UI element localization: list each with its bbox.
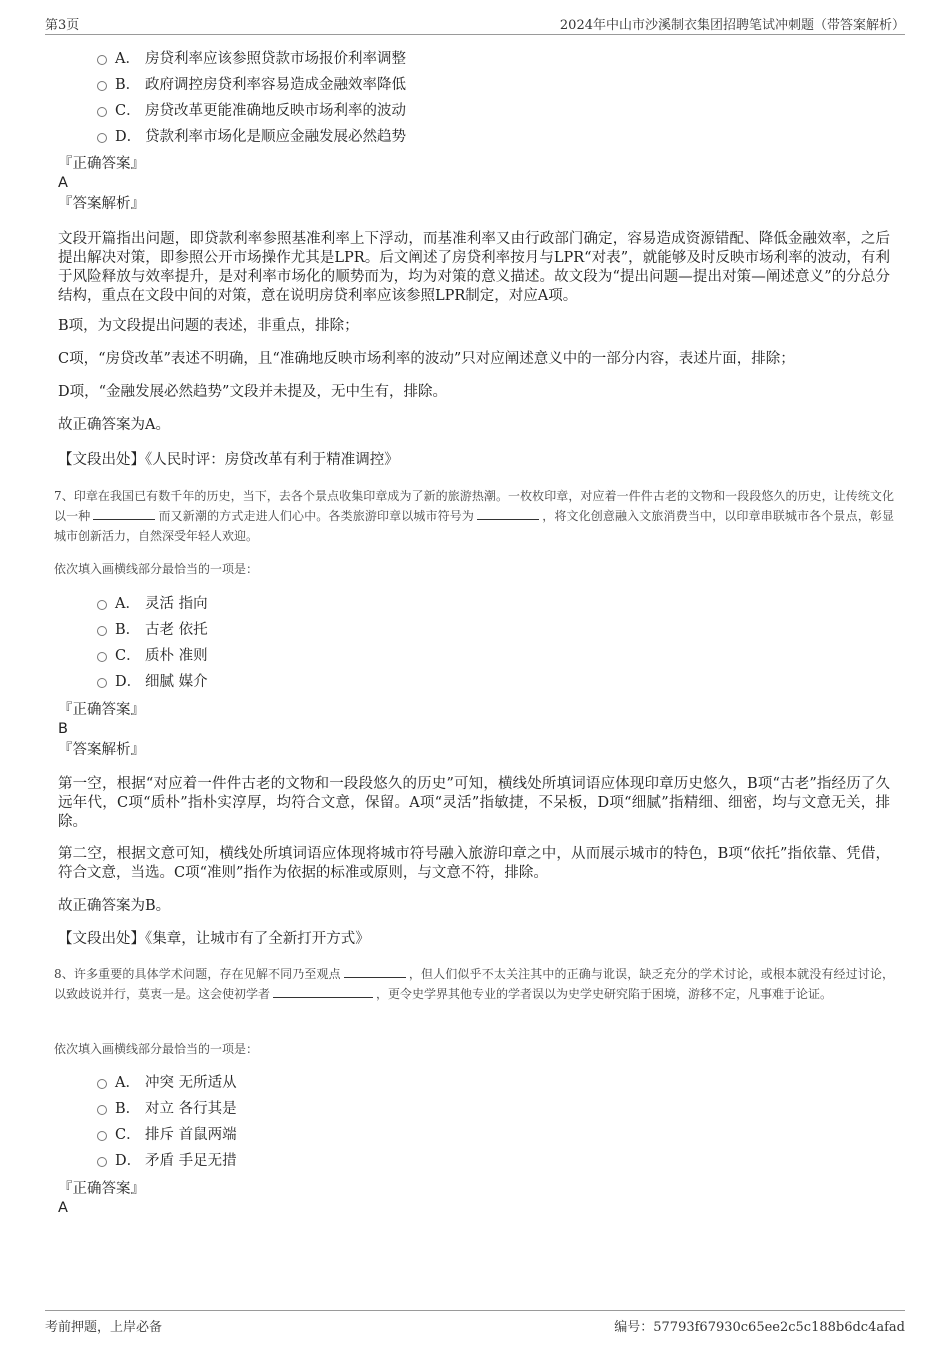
fill-blank: [477, 507, 539, 520]
option-c[interactable]: C． 房贷改革更能准确地反映市场利率的波动: [97, 99, 406, 123]
radio-icon[interactable]: [97, 626, 107, 636]
analysis-paragraph: D项，“金融发展必然趋势”文段并未提及，无中生有，排除。: [58, 384, 447, 400]
answer-value: A: [58, 175, 68, 191]
radio-icon[interactable]: [97, 678, 107, 688]
option-c[interactable]: C． 排斥 首鼠两端: [97, 1123, 237, 1147]
option-d[interactable]: D． 贷款利率市场化是顺应金融发展必然趋势: [97, 125, 406, 149]
option-b[interactable]: B． 对立 各行其是: [97, 1097, 237, 1121]
option-b[interactable]: B． 政府调控房贷利率容易造成金融效率降低: [97, 73, 406, 97]
analysis-label: 『答案解析』: [58, 196, 145, 212]
option-a[interactable]: A． 灵活 指向: [97, 592, 208, 616]
radio-icon[interactable]: [97, 1157, 107, 1167]
answer-label: 『正确答案』: [58, 1181, 145, 1197]
radio-icon[interactable]: [97, 55, 107, 65]
answer-value: A: [58, 1200, 68, 1216]
radio-icon[interactable]: [97, 600, 107, 610]
analysis-paragraph: 第一空，根据“对应着一件件古老的文物和一段段悠久的历史”可知，横线处所填词语应体现印章历史悠久，B项“古老”指经历了久远年代，C项“质朴”指朴实淳厚，均符合文意，保留。A项“灵活”指敏捷，不呆板，D项“细腻”指精细、细密，均与文意无关，排除。: [58, 776, 890, 830]
fill-blank: [344, 965, 406, 978]
page-header: [45, 12, 905, 35]
question-stem: 7、印章在我国已有数千年的历史，当下，去各个景点收集印章成为了新的旅游热潮。一枚枚印章，对应着一件件古老的文物和一段段悠久的历史，让传统文化以一种 而又新潮的方式走进人们心中。各类旅游印章以城市符号为 ，将文化创意融入文旅消费当中，以印章串联城市各个景点，彰显城市创新活力，自然深受年轻人欢迎。: [54, 489, 894, 543]
option-a[interactable]: A． 房贷利率应该参照贷款市场报价利率调整: [97, 47, 406, 71]
question-stem: 8、许多重要的具体学术问题，存在见解不同乃至观点 ，但人们似乎不太关注其中的正确与讹误，缺乏充分的学术讨论，或根本就没有经过讨论，以致歧说并行，莫衷一是。这会使初学者 ，更令史学界其他专业的学者误以为史学史研究陷于困境，游移不定，凡事难于论证。: [54, 967, 894, 1001]
answer-value: B: [58, 721, 68, 737]
radio-icon[interactable]: [97, 1131, 107, 1141]
question-prompt: 依次填入画横线部分最恰当的一项是：: [54, 562, 259, 576]
document-id: 编号：57793f67930c65ee2c5c188b6dc4afad: [614, 1320, 905, 1335]
fill-blank: [93, 507, 155, 520]
conclusion: 故正确答案为B。: [58, 898, 171, 914]
conclusion: 故正确答案为A。: [58, 417, 170, 433]
option-d[interactable]: D． 细腻 媒介: [97, 670, 208, 694]
analysis-label: 『答案解析』: [58, 742, 145, 758]
page-number: 第3页: [45, 18, 80, 33]
radio-icon[interactable]: [97, 133, 107, 143]
source-citation: 【文段出处】《人民时评：房贷改革有利于精准调控》: [58, 452, 399, 468]
radio-icon[interactable]: [97, 81, 107, 91]
radio-icon[interactable]: [97, 1105, 107, 1115]
source-citation: 【文段出处】《集章，让城市有了全新打开方式》: [58, 931, 370, 947]
analysis-paragraph: C项，“房贷改革”表述不明确，且“准确地反映市场利率的波动”只对应阐述意义中的一部分内容，表述片面，排除；: [58, 351, 795, 367]
radio-icon[interactable]: [97, 107, 107, 117]
analysis-paragraph: 第二空，根据文意可知，横线处所填词语应体现将城市符号融入旅游印章之中，从而展示城市的特色，B项“依托”指依靠、凭借，符合文意，当选。C项“准则”指作为依据的标准或原则，与文意不符，排除。: [58, 846, 890, 881]
page-footer: [45, 1310, 905, 1337]
question-prompt: 依次填入画横线部分最恰当的一项是：: [54, 1042, 259, 1056]
option-b[interactable]: B． 古老 依托: [97, 618, 208, 642]
analysis-paragraph: B项，为文段提出问题的表述，非重点，排除；: [58, 318, 359, 334]
radio-icon[interactable]: [97, 652, 107, 662]
radio-icon[interactable]: [97, 1079, 107, 1089]
analysis-paragraph: 文段开篇指出问题，即贷款利率参照基准利率上下浮动，而基准利率又由行政部门确定，容易造成资源错配、降低金融效率，之后提出解决对策，即参照公开市场操作尤其是LPR。后文阐述了房贷利率按月与LPR“对表”，就能够及时反映市场利率的波动，有利于风险释放与效率提升，是对利率市场化的顺势而为，均为对策的意义描述。故文段为“提出问题—提出对策—阐述意义”的分总分结构，重点在文段中间的对策，意在说明房贷利率应该参照LPR制定，对应A项。: [58, 231, 890, 304]
option-a[interactable]: A． 冲突 无所适从: [97, 1071, 237, 1095]
fill-blank: [273, 985, 373, 998]
answer-label: 『正确答案』: [58, 156, 145, 172]
answer-label: 『正确答案』: [58, 702, 145, 718]
footer-slogan: 考前押题，上岸必备: [45, 1320, 163, 1335]
document-title: 2024年中山市沙溪制衣集团招聘笔试冲刺题（带答案解析）: [559, 18, 905, 33]
option-c[interactable]: C． 质朴 准则: [97, 644, 208, 668]
option-d[interactable]: D． 矛盾 手足无措: [97, 1149, 237, 1173]
